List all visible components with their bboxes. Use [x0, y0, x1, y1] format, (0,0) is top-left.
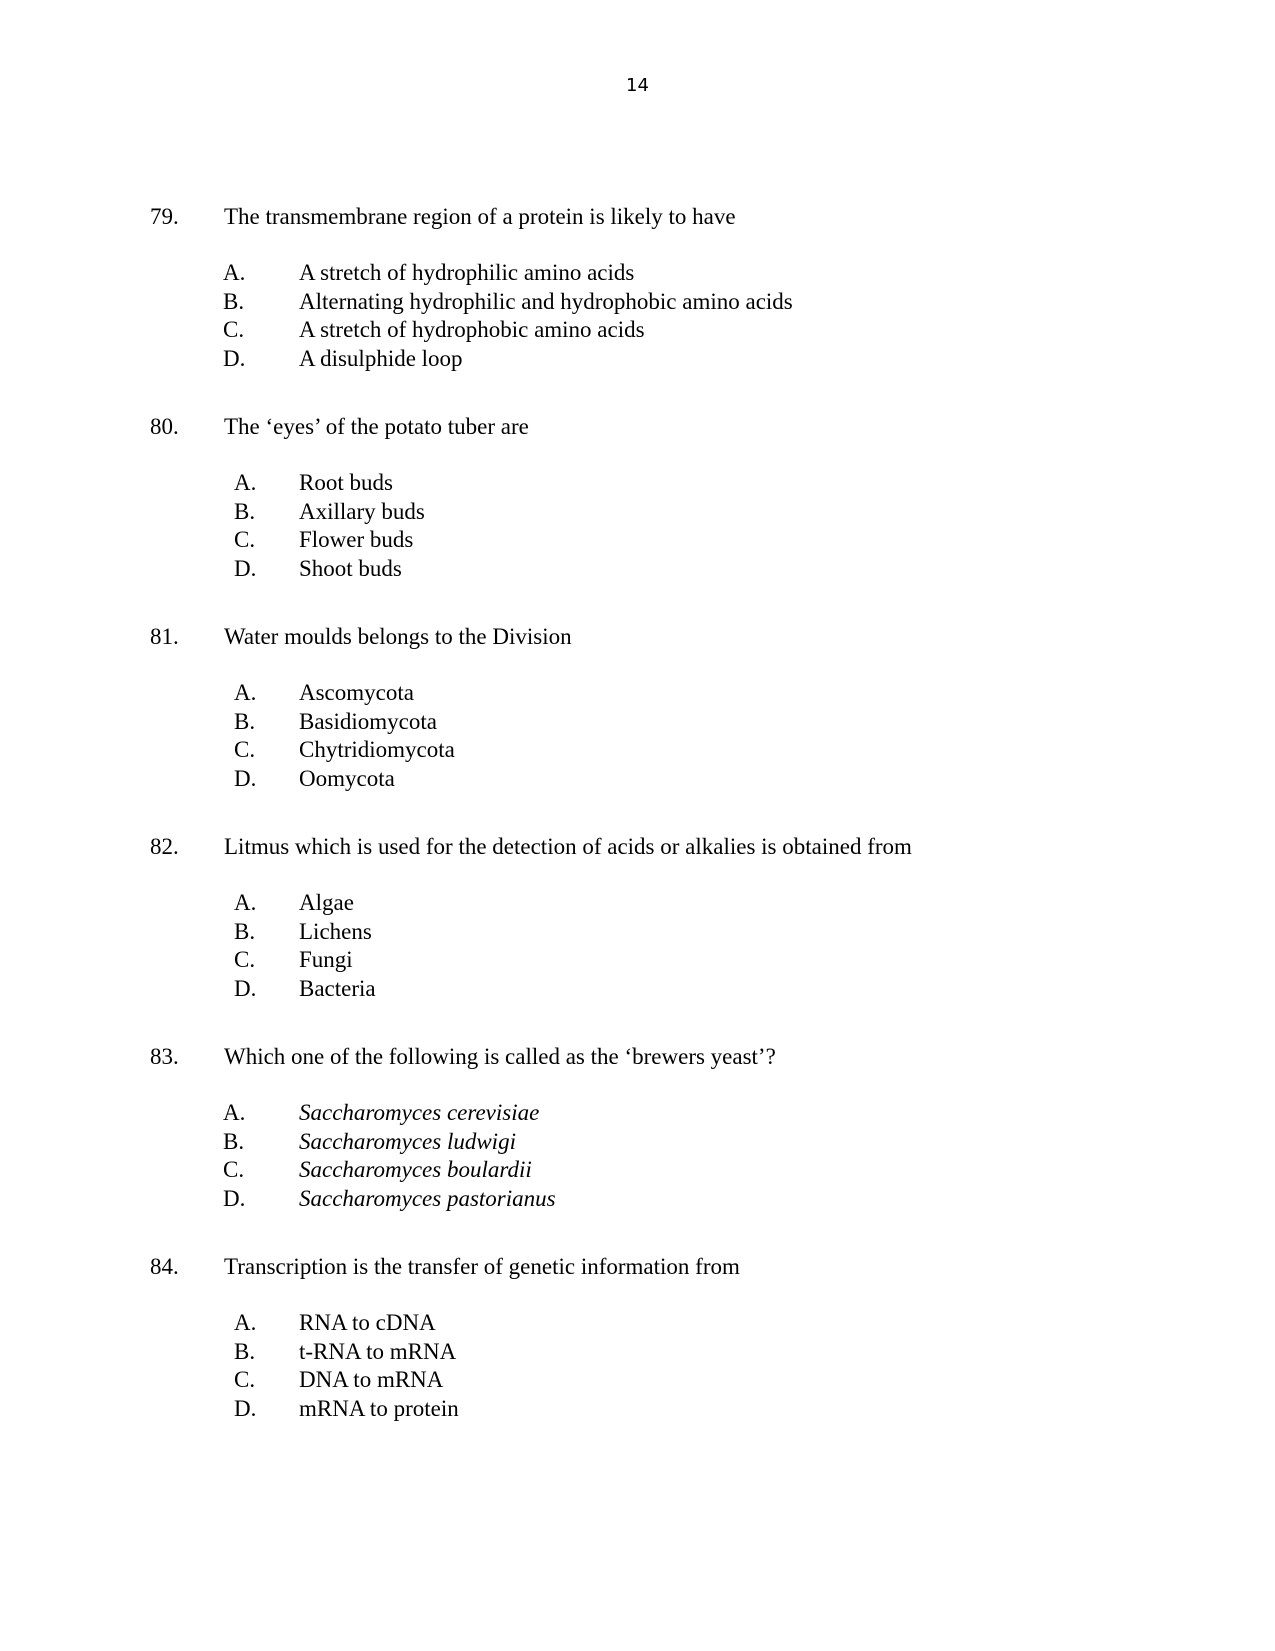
option-list — [150, 1099, 1200, 1213]
question-81 — [150, 623, 1200, 793]
question-84 — [150, 1253, 1200, 1423]
question-stem — [150, 1043, 1200, 1071]
option-c — [150, 946, 1200, 975]
option-text: A stretch of hydrophilic amino acids — [299, 260, 635, 285]
option-text: Alternating hydrophilic and hydrophobic amino acids — [299, 288, 793, 314]
option-c — [150, 316, 1200, 345]
question-text: The ‘eyes’ of the potato tuber are — [224, 414, 529, 439]
option-b — [150, 918, 1200, 947]
option-list — [150, 1309, 1200, 1423]
option-a — [150, 1309, 1200, 1338]
option-letter: D. — [234, 765, 257, 791]
option-a — [150, 1099, 1200, 1128]
option-text: Bacteria — [299, 975, 376, 1001]
option-b — [150, 1338, 1200, 1367]
question-number: 84. — [150, 1254, 179, 1279]
question-82 — [150, 833, 1200, 1003]
question-text: Water moulds belongs to the Division — [224, 624, 572, 649]
option-letter: C. — [234, 947, 256, 972]
option-c — [150, 1366, 1200, 1395]
option-letter: B. — [234, 498, 256, 524]
option-letter: D. — [234, 1395, 257, 1421]
option-text: RNA to cDNA — [299, 1310, 436, 1335]
option-letter: A. — [223, 1100, 246, 1125]
option-a — [150, 889, 1200, 918]
option-c — [150, 526, 1200, 555]
option-c — [150, 1156, 1200, 1185]
option-letter: C. — [234, 1367, 256, 1392]
question-text: Transcription is the transfer of genetic information from — [224, 1254, 740, 1279]
option-text: Saccharomyces pastorianus — [299, 1185, 556, 1211]
question-number: 82. — [150, 834, 179, 859]
question-79 — [150, 203, 1200, 373]
question-number: 83. — [150, 1044, 179, 1069]
option-letter: D. — [223, 1185, 246, 1211]
option-letter: D. — [234, 555, 257, 581]
option-list — [150, 679, 1200, 793]
option-text: Algae — [299, 890, 354, 915]
question-text: Litmus which is used for the detection of acids or alkalies is obtained from — [224, 834, 912, 859]
option-d — [150, 555, 1200, 584]
question-text: Which one of the following is called as the ‘brewers yeast’? — [224, 1044, 776, 1069]
option-text: Saccharomyces boulardii — [299, 1157, 532, 1182]
question-stem — [150, 833, 1200, 861]
option-text: Axillary buds — [299, 498, 425, 524]
option-letter: B. — [223, 1128, 245, 1154]
option-letter: B. — [223, 288, 245, 314]
page-number: 14 — [626, 75, 649, 96]
option-d — [150, 765, 1200, 794]
option-text: Oomycota — [299, 765, 395, 791]
option-letter: A. — [234, 680, 257, 705]
option-text: Fungi — [299, 947, 353, 972]
option-text: Root buds — [299, 470, 393, 495]
option-list — [150, 259, 1200, 373]
option-b — [150, 708, 1200, 737]
option-a — [150, 469, 1200, 498]
option-letter: B. — [234, 708, 256, 734]
option-letter: A. — [234, 890, 257, 915]
option-letter: C. — [234, 527, 256, 552]
option-letter: C. — [234, 737, 256, 762]
option-a — [150, 679, 1200, 708]
question-number: 81. — [150, 624, 179, 649]
option-letter: B. — [234, 918, 256, 944]
question-number: 80. — [150, 414, 179, 439]
option-d — [150, 345, 1200, 374]
option-text: A stretch of hydrophobic amino acids — [299, 317, 645, 342]
option-text: Ascomycota — [299, 680, 414, 705]
question-stem — [150, 623, 1200, 651]
option-letter: C. — [223, 1157, 245, 1182]
option-text: Shoot buds — [299, 555, 402, 581]
option-text: Chytridiomycota — [299, 737, 455, 762]
option-a — [150, 259, 1200, 288]
question-stem — [150, 203, 1200, 231]
question-text: The transmembrane region of a protein is likely to have — [224, 204, 736, 229]
option-letter: B. — [234, 1338, 256, 1364]
question-stem — [150, 413, 1200, 441]
option-text: Saccharomyces ludwigi — [299, 1128, 516, 1154]
option-list — [150, 889, 1200, 1003]
question-list — [150, 203, 1200, 1463]
option-letter: A. — [234, 470, 257, 495]
option-text: Lichens — [299, 918, 372, 944]
question-83 — [150, 1043, 1200, 1213]
option-text: DNA to mRNA — [299, 1367, 444, 1392]
option-text: t-RNA to mRNA — [299, 1338, 457, 1364]
option-text: A disulphide loop — [299, 345, 463, 371]
option-list — [150, 469, 1200, 583]
option-text: Basidiomycota — [299, 708, 437, 734]
option-b — [150, 498, 1200, 527]
option-c — [150, 736, 1200, 765]
option-letter: D. — [223, 345, 246, 371]
option-text: mRNA to protein — [299, 1395, 459, 1421]
option-d — [150, 1185, 1200, 1214]
option-letter: C. — [223, 317, 245, 342]
option-letter: A. — [223, 260, 246, 285]
option-text: Saccharomyces cerevisiae — [299, 1100, 540, 1125]
option-d — [150, 1395, 1200, 1424]
option-text: Flower buds — [299, 527, 414, 552]
question-number: 79. — [150, 204, 179, 229]
question-stem — [150, 1253, 1200, 1281]
option-letter: D. — [234, 975, 257, 1001]
option-b — [150, 1128, 1200, 1157]
option-letter: A. — [234, 1310, 257, 1335]
option-d — [150, 975, 1200, 1004]
question-80 — [150, 413, 1200, 583]
option-b — [150, 288, 1200, 317]
